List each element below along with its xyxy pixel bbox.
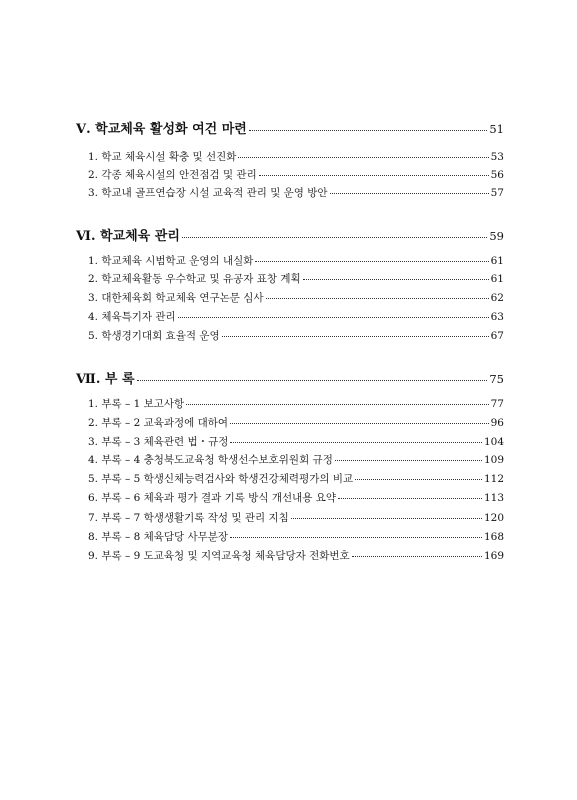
toc-item — [88, 149, 504, 164]
item-label: 5. 학생경기대회 효율적 운영 — [88, 330, 220, 342]
dot-leader — [230, 441, 482, 443]
page-number: 53 — [490, 151, 504, 163]
item-label: 8. 부록 – 8 체육담당 사무분장 — [88, 531, 229, 543]
dot-leader — [330, 192, 489, 194]
dot-leader — [335, 459, 482, 461]
dot-leader — [259, 174, 489, 176]
toc-item — [88, 328, 504, 343]
dot-leader — [222, 335, 489, 337]
toc-item — [88, 471, 504, 486]
dot-leader — [266, 297, 489, 299]
page-number: 112 — [483, 473, 504, 485]
item-label: 1. 부록 – 1 보고사항 — [88, 398, 185, 410]
toc-item — [88, 167, 504, 182]
item-label: 3. 학교내 골프연습장 시설 교육적 관리 및 운영 방안 — [88, 187, 328, 199]
dot-leader — [230, 422, 489, 424]
page-number: 62 — [490, 292, 504, 304]
item-label: 4. 부록 – 4 충청북도교육청 학생선수보호위원회 규정 — [88, 454, 333, 466]
dot-leader — [182, 236, 487, 238]
page-number: 104 — [483, 436, 504, 448]
dot-leader — [291, 517, 482, 519]
page-number: 57 — [490, 187, 504, 199]
dot-leader — [255, 260, 488, 262]
page-number: 61 — [490, 255, 504, 267]
page-number: 63 — [490, 311, 504, 323]
dot-leader — [178, 316, 489, 318]
dot-leader — [355, 478, 482, 480]
page-number: 67 — [490, 330, 504, 342]
toc-item — [88, 396, 504, 411]
item-label: 4. 체육특기자 관리 — [88, 311, 176, 323]
toc-section-heading — [76, 225, 504, 244]
item-label: 2. 학교체육활동 우수학교 및 유공자 표창 계획 — [88, 273, 301, 285]
item-label: 9. 부록 – 9 도교육청 및 지역교육청 체육담당자 전화번호 — [88, 550, 350, 562]
toc-item — [88, 253, 504, 268]
section-title: Ⅵ. 학교체육 관리 — [76, 229, 180, 244]
toc-item — [88, 309, 504, 324]
toc-item — [88, 415, 504, 430]
page-number: 96 — [490, 417, 504, 429]
page-number: 77 — [490, 398, 504, 410]
toc-item — [88, 271, 504, 286]
page-number: 120 — [483, 512, 504, 524]
item-label: 5. 부록 – 5 학생신체능력검사와 학생건강체력평가의 비교 — [88, 473, 354, 485]
dot-leader — [249, 129, 488, 131]
toc-item — [88, 510, 504, 525]
page-number: 75 — [489, 372, 504, 386]
dot-leader — [352, 555, 482, 557]
page-number: 61 — [490, 273, 504, 285]
toc-item — [88, 290, 504, 305]
page-number: 59 — [489, 229, 504, 243]
toc-section-heading — [76, 118, 504, 137]
page-number: 168 — [483, 531, 504, 543]
page-number: 109 — [483, 454, 504, 466]
toc-item — [88, 185, 504, 200]
dot-leader — [186, 403, 488, 405]
item-label: 2. 부록 – 2 교육과정에 대하여 — [88, 417, 229, 429]
item-label: 3. 대한체육회 학교체육 연구논문 심사 — [88, 292, 264, 304]
page-number: 113 — [483, 492, 504, 504]
toc-section-heading — [76, 368, 504, 387]
toc-item — [88, 548, 504, 563]
toc-item — [88, 452, 504, 467]
dot-leader — [230, 536, 482, 538]
dot-leader — [338, 497, 482, 499]
item-label: 1. 학교체육 시범학교 운영의 내실화 — [88, 255, 254, 267]
toc-item — [88, 529, 504, 544]
section-title: Ⅶ. 부 록 — [76, 372, 135, 387]
toc-item — [88, 490, 504, 505]
dot-leader — [303, 278, 489, 280]
dot-leader — [137, 379, 488, 381]
item-label: 6. 부록 – 6 체육과 평가 결과 기록 방식 개선내용 요약 — [88, 492, 337, 504]
dot-leader — [238, 156, 488, 158]
item-label: 7. 부록 – 7 학생생활기록 작성 및 관리 지침 — [88, 512, 289, 524]
section-title: Ⅴ. 학교체육 활성화 여건 마련 — [76, 122, 247, 137]
item-label: 2. 각종 체육시설의 안전점검 및 관리 — [88, 169, 257, 181]
item-label: 3. 부록 – 3 체육관련 법・규정 — [88, 436, 229, 448]
page-number: 169 — [483, 550, 504, 562]
page-number: 51 — [489, 122, 504, 136]
toc-item — [88, 434, 504, 449]
page-number: 56 — [490, 169, 504, 181]
item-label: 1. 학교 체육시설 확충 및 선진화 — [88, 151, 237, 163]
